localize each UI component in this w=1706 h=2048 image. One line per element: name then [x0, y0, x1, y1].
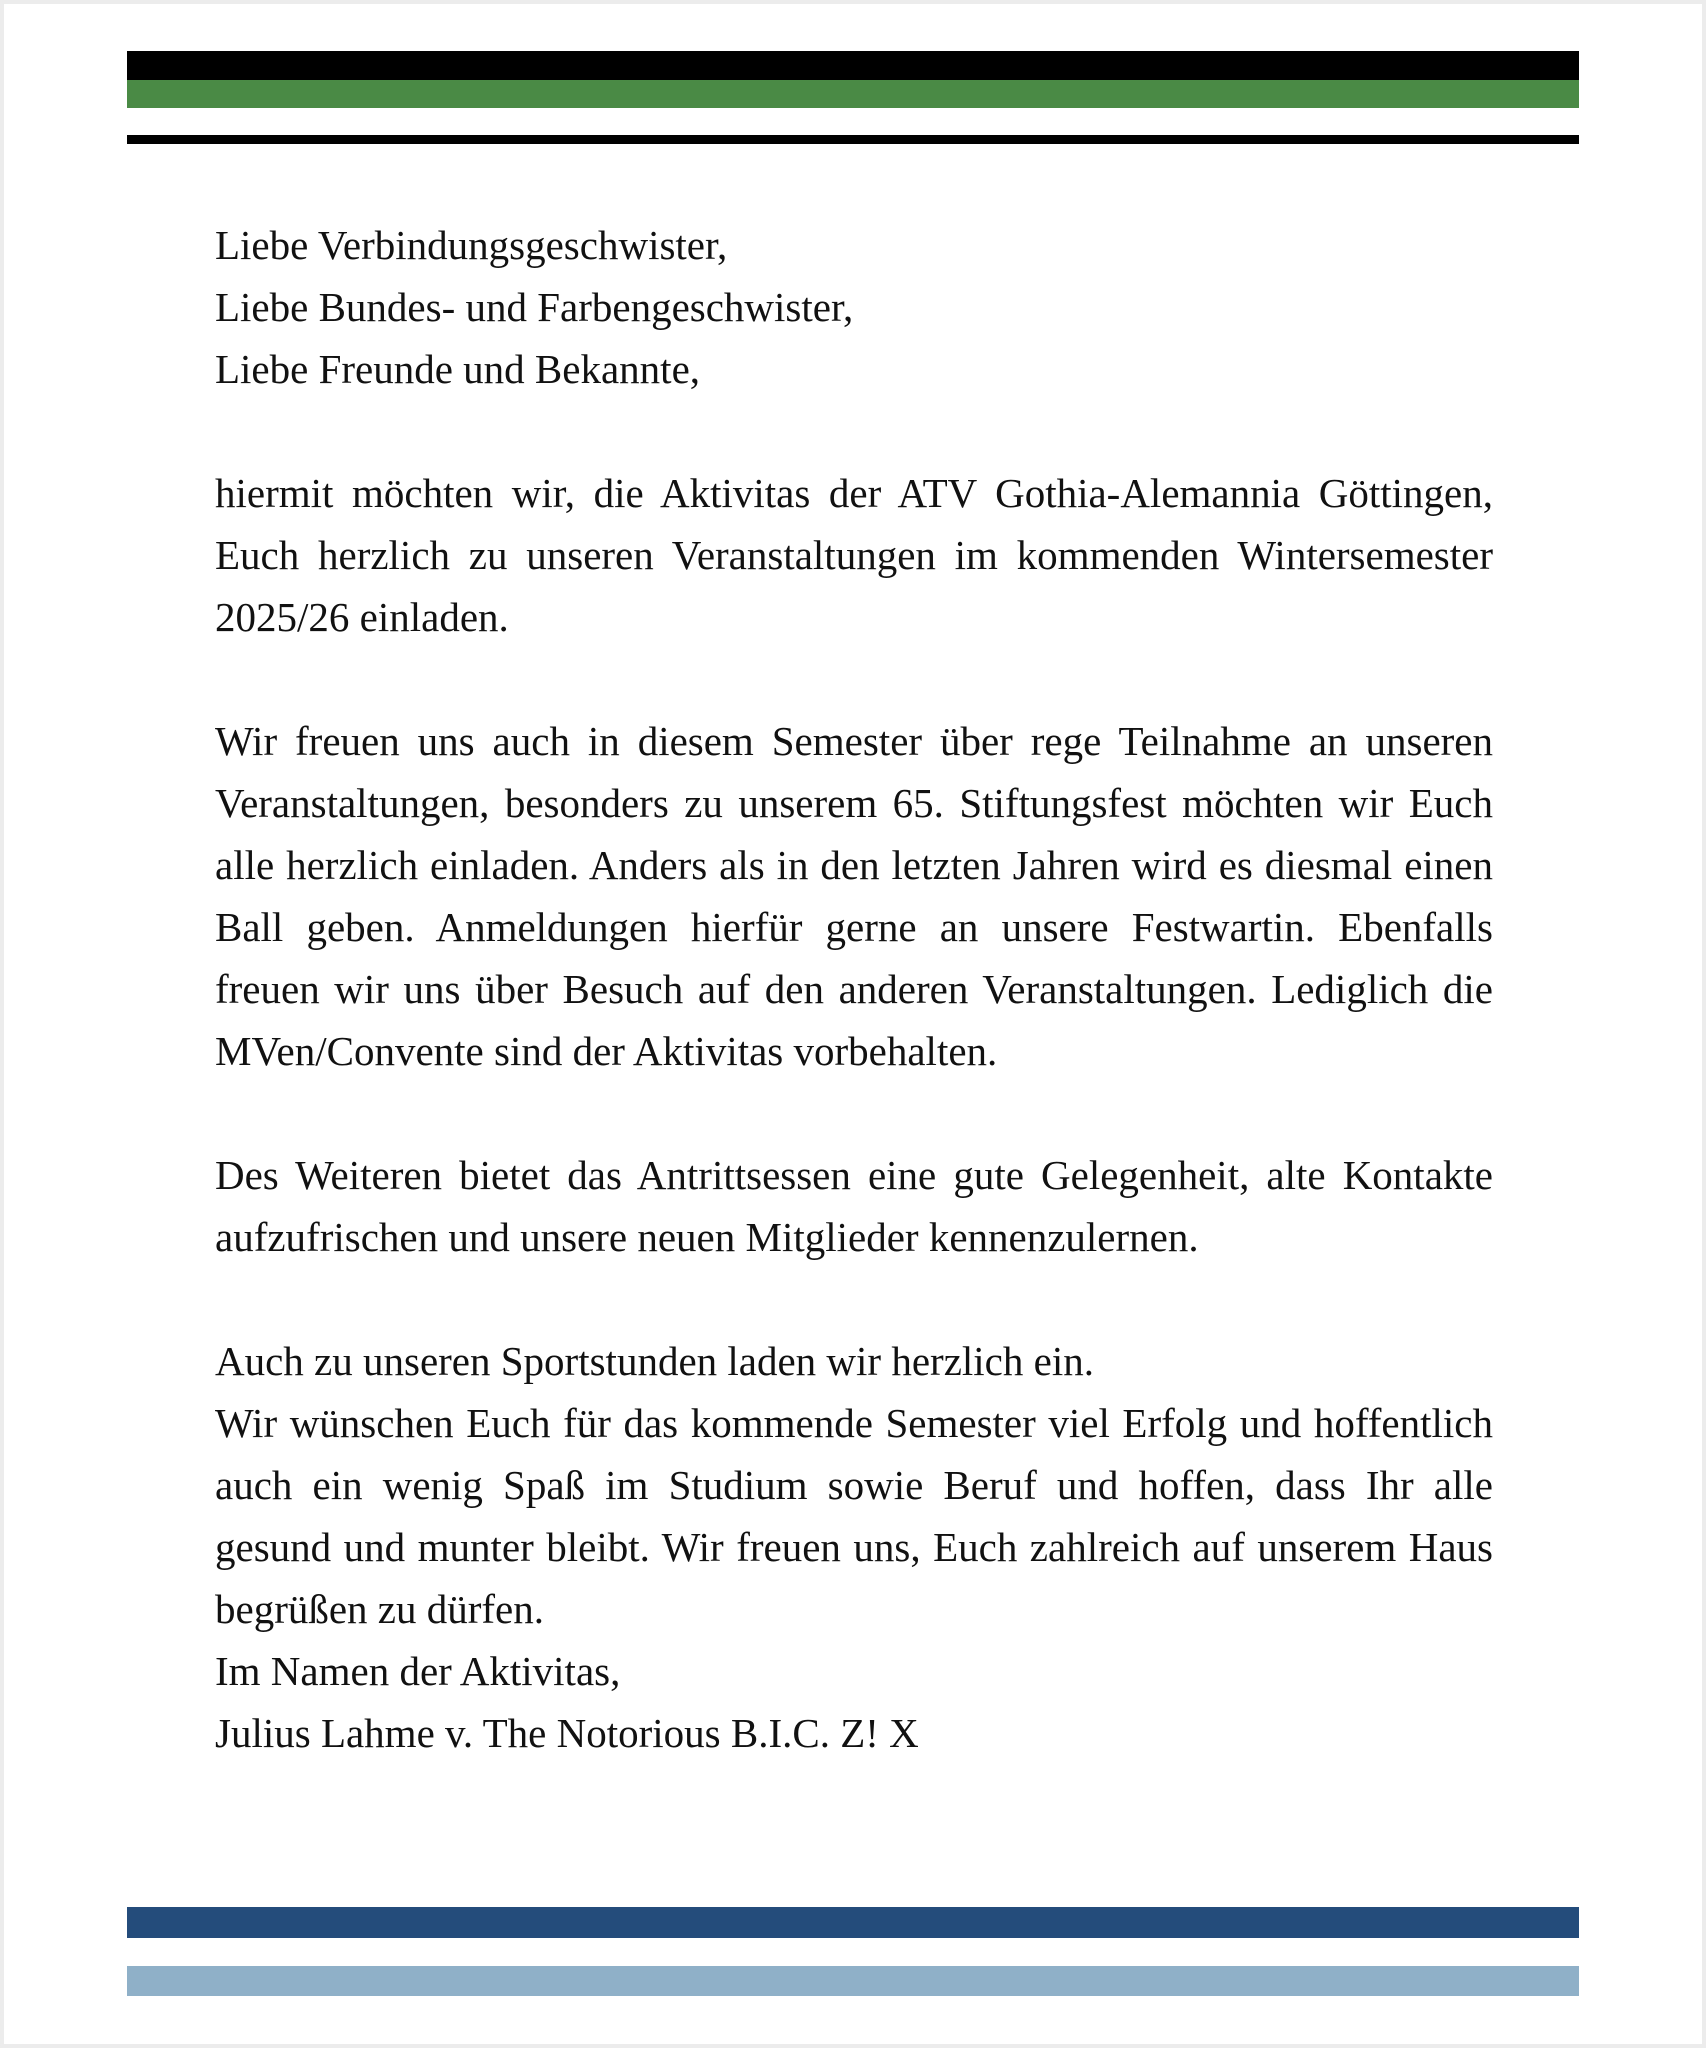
closing-line: Im Namen der Aktivitas,	[215, 1648, 621, 1694]
salutation-line: Liebe Freunde und Bekannte,	[215, 346, 701, 392]
footer-stripe-navy	[127, 1907, 1579, 1938]
sport-line: Auch zu unseren Sportstunden laden wir herzlich ein.	[215, 1338, 1094, 1384]
signature: Julius Lahme v. The Notorious B.I.C. Z! X	[215, 1710, 919, 1756]
paragraph-wishes: Wir wünschen Euch für das kommende Semester viel Erfolg und hoffentlich auch ein wenig Spaß im Studium sowie Beruf und hoffen, dass Ihr alle gesund und munter bleibt. Wir freuen uns, Euch zahlreich auf unserem Haus begrüßen zu dürfen.	[215, 1400, 1493, 1632]
salutation	[215, 214, 1493, 400]
footer-stripe-lightblue	[127, 1966, 1579, 1996]
header-stripe-black	[127, 51, 1579, 80]
paragraph-dinner: Des Weiteren bietet das Antrittsessen eine gute Gelegenheit, alte Kontakte aufzufrischen und unsere neuen Mitglieder kennenzulernen.	[215, 1152, 1493, 1260]
letter-page	[4, 4, 1702, 2044]
salutation-line: Liebe Verbindungsgeschwister,	[215, 222, 728, 268]
header-stripe-black-thin	[127, 135, 1579, 144]
header-stripe-green	[127, 80, 1579, 108]
salutation-line: Liebe Bundes- und Farbengeschwister,	[215, 284, 854, 330]
letter-body	[215, 214, 1493, 1764]
paragraph-events: Wir freuen uns auch in diesem Semester über rege Teilnahme an unseren Veranstaltungen, besonders zu unserem 65. Stiftungsfest möchten wir Euch alle herzlich einladen. Anders als in den letzten Jahren wird es diesmal einen Ball geben. Anmeldungen hierfür gerne an unsere Festwartin. Ebenfalls freuen wir uns über Besuch auf den anderen Veranstaltungen. Lediglich die MVen/Convente sind der Aktivitas vorbehalten.	[215, 718, 1493, 1074]
paragraph-intro: hiermit möchten wir, die Aktivitas der ATV Gothia-Alemannia Göttingen, Euch herzlich zu unseren Veranstaltungen im kommenden Wintersemester 2025/26 einladen.	[215, 470, 1493, 640]
